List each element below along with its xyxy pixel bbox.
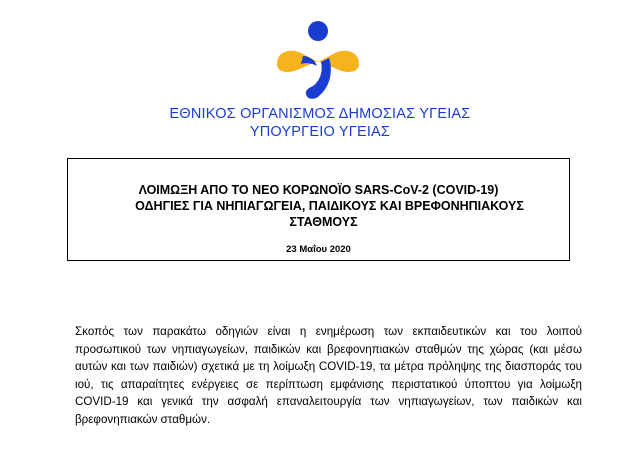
document-date: 23 Μαΐου 2020 [286, 244, 351, 255]
title-line-2: ΟΔΗΓΙΕΣ ΓΙΑ ΝΗΠΙΑΓΩΓΕΙΑ, ΠΑΙΔΙΚΟΥΣ ΚΑΙ ΒΡΕΦΟΝΗΠΙΑΚΟΥΣ [135, 199, 524, 213]
title-line-1: ΛΟΙΜΩΞΗ ΑΠΟ ΤΟ ΝΕΟ ΚΟΡΩΝΟΪΟ SARS-CoV-2 (COVID-19) [138, 183, 499, 197]
ministry-name: ΥΠΟΥΡΓΕΙΟ ΥΓΕΙΑΣ [249, 124, 391, 140]
organization-name: ΕΘΝΙΚΟΣ ΟΡΓΑΝΙΣΜΟΣ ΔΗΜΟΣΙΑΣ ΥΓΕΙΑΣ [169, 106, 471, 122]
document-title-box [67, 158, 570, 261]
eody-logo-graphic [273, 20, 363, 105]
logo-head-dot [308, 21, 328, 41]
logo-arms-shape [277, 51, 359, 72]
eody-logo [273, 20, 363, 105]
intro-paragraph: Σκοπός των παρακάτω οδηγιών είναι η ενημέρωση των εκπαιδευτικών και του λοιπού προσωπικού των νηπιαγωγείων, παιδικών και βρεφονηπιακών σταθμών της χώρας (και μέσω αυτών και των παιδιών) σχετικά με τη λοίμωξη COVID-19, τα μέτρα πρόληψης της διασποράς του ιού, τις απαραίτητες ενέργειες σε περίπτωση εμφάνισης περιστατικού ύποπτου για λοίμωξη COVID-19 και γενικά την ασφαλή επαναλειτουργία των νηπιαγωγείων, των παιδικών και βρεφονηπιακών σταθμών. [75, 325, 582, 426]
title-line-3: ΣΤΑΘΜΟΥΣ [289, 215, 358, 229]
